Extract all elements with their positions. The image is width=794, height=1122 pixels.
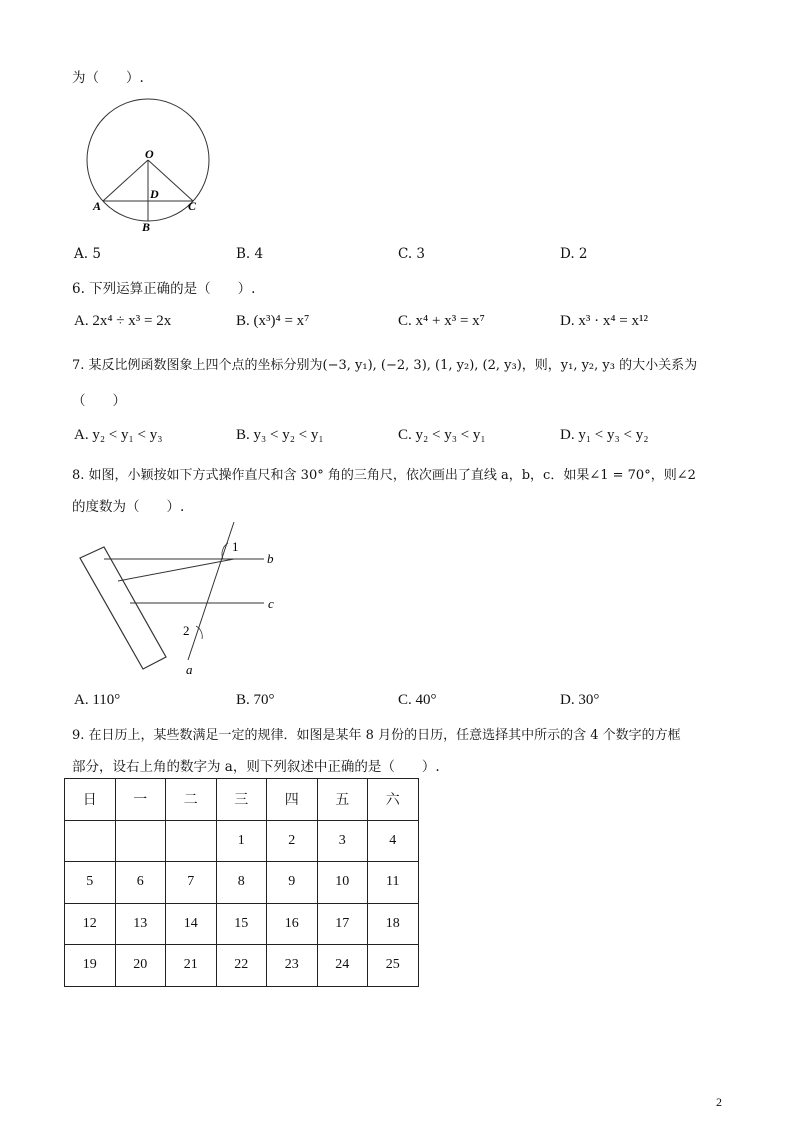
q8-option-d: D. 30° [560, 692, 600, 708]
label-d: D [150, 187, 159, 201]
label-line-c: c [268, 596, 274, 611]
calendar-cell: 3 [317, 820, 368, 862]
calendar-cell: 8 [216, 862, 267, 904]
label-b: B [142, 220, 151, 234]
calendar-cell: 18 [368, 903, 419, 945]
calendar-row [65, 862, 419, 904]
ruler-shape [80, 547, 166, 669]
calendar-cell: 12 [65, 903, 116, 945]
calendar-row [65, 903, 419, 945]
calendar-cell: 19 [65, 945, 116, 987]
calendar-cell: 4 [368, 820, 419, 862]
calendar-row [65, 945, 419, 987]
calendar-header-row [65, 779, 419, 821]
calendar-cell: 16 [267, 903, 318, 945]
label-c: C [188, 199, 197, 213]
page-number: 2 [716, 1095, 722, 1109]
calendar-cell: 13 [115, 903, 166, 945]
calendar-cell [115, 820, 166, 862]
calendar-cell: 6 [115, 862, 166, 904]
label-angle-2: 2 [183, 623, 190, 638]
q7-option-c: C. y₂ < y₃ < y₁ [398, 427, 486, 443]
label-line-a: a [186, 662, 193, 677]
label-o: O [145, 147, 154, 161]
calendar-cell: 24 [317, 945, 368, 987]
calendar-cell: 21 [166, 945, 217, 987]
calendar-header: 四 [267, 779, 318, 821]
q8-option-a: A. 110° [74, 692, 121, 708]
q8-stem-line2: 的度数为（ ）. [72, 499, 185, 515]
calendar-cell: 2 [267, 820, 318, 862]
calendar-row [65, 820, 419, 862]
calendar-cell: 15 [216, 903, 267, 945]
calendar-cell: 25 [368, 945, 419, 987]
q7-stem-line2: （ ） [72, 393, 126, 409]
ruler-triangle-figure [76, 520, 286, 680]
calendar-header: 一 [115, 779, 166, 821]
q5-option-a: A. 5 [74, 246, 101, 262]
q9-stem: 9. 在日历上，某些数满足一定的规律．如图是某年 8 月份的日历，任意选择其中所示的含 4 个数字的方框 [72, 728, 681, 743]
q5-stem-tail: 为（ ）. [72, 70, 144, 86]
q8-stem: 8. 如图，小颖按如下方式操作直尺和含 30° 角的三角尺，依次画出了直线 a，b，c．如果∠1 = 70°，则∠2 [72, 468, 696, 483]
calendar-cell: 9 [267, 862, 318, 904]
q6-option-c: C. x⁴ + x³ = x⁷ [398, 313, 485, 329]
calendar-cell [65, 820, 116, 862]
label-a: A [93, 199, 102, 213]
label-angle-1: 1 [232, 539, 239, 554]
calendar-cell: 22 [216, 945, 267, 987]
segment-oa [103, 160, 148, 201]
calendar-header: 六 [368, 779, 419, 821]
q6-option-d: D. x³ · x⁴ = x¹² [560, 313, 649, 329]
q7-option-d: D. y₁ < y₃ < y₂ [560, 427, 649, 443]
q7-option-b: B. y₃ < y₂ < y₁ [236, 427, 324, 443]
calendar-header: 日 [65, 779, 116, 821]
calendar-cell: 1 [216, 820, 267, 862]
q5-option-c: C. 3 [398, 246, 426, 262]
calendar-cell: 23 [267, 945, 318, 987]
q8-option-b: B. 70° [236, 692, 275, 708]
calendar-cell: 11 [368, 862, 419, 904]
q6-option-a: A. 2x⁴ ÷ x³ = 2x [74, 313, 172, 329]
calendar-header: 三 [216, 779, 267, 821]
calendar-header: 五 [317, 779, 368, 821]
q7-stem: 7. 某反比例函数图象上四个点的坐标分别为(−3, y₁), (−2, 3), (1, y₂), (2, y₃)，则，y₁, y₂, y₃ 的大小关系为 [72, 358, 698, 373]
calendar-cell: 20 [115, 945, 166, 987]
calendar-cell: 14 [166, 903, 217, 945]
calendar-cell [166, 820, 217, 862]
triangle-hypotenuse [118, 559, 234, 581]
q6-stem: 6. 下列运算正确的是（ ）. [72, 281, 256, 297]
label-line-b: b [267, 551, 274, 566]
calendar-cell: 5 [65, 862, 116, 904]
calendar-table [64, 778, 419, 987]
calendar-cell: 7 [166, 862, 217, 904]
circle-figure [80, 98, 216, 234]
calendar-header: 二 [166, 779, 217, 821]
q7-option-a: A. y₂ < y₁ < y₃ [74, 427, 163, 443]
q5-option-b: B. 4 [236, 246, 264, 262]
q5-option-d: D. 2 [560, 246, 588, 262]
calendar-cell: 17 [317, 903, 368, 945]
q6-option-b: B. (x³)⁴ = x⁷ [236, 313, 310, 329]
q9-stem-line2: 部分，设右上角的数字为 a，则下列叙述中正确的是（ ）. [72, 759, 440, 775]
q8-option-c: C. 40° [398, 692, 437, 708]
calendar-cell: 10 [317, 862, 368, 904]
line-a [188, 522, 234, 660]
